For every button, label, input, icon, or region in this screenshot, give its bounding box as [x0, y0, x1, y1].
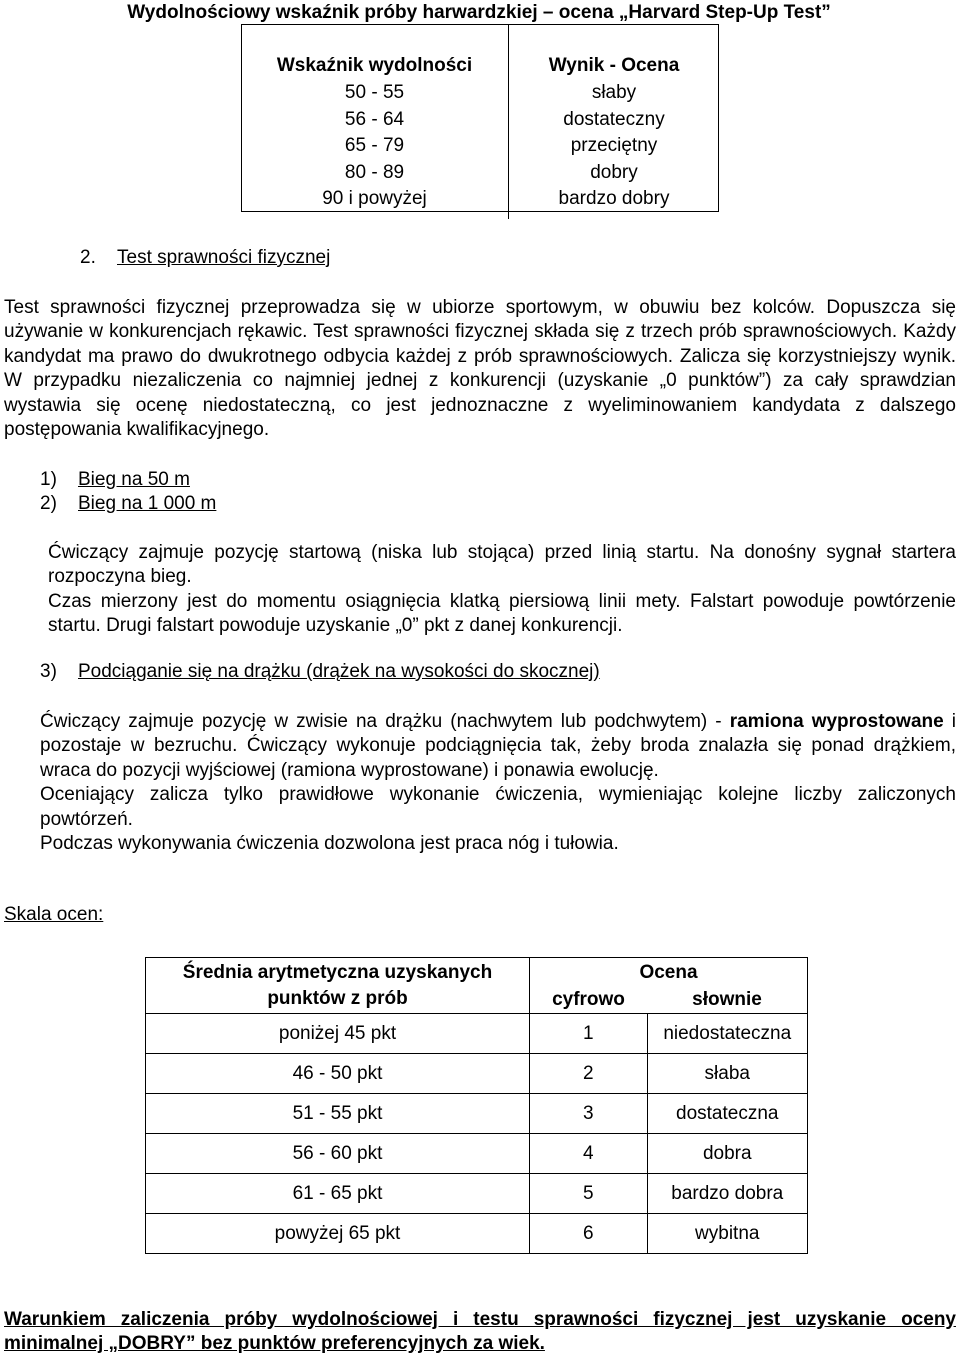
run-text-line: Ćwiczący zajmuje pozycję startową (niska lub stojąca) przed linią startu. Na donośny sygnał startera rozpoczyna bieg. — [48, 542, 956, 588]
table-header-row — [241, 24, 719, 80]
table-cell: słaby — [591, 82, 637, 104]
pullup-paragraph: Podczas wykonywania ćwiczenia dozwolona jest praca nóg i tułowia. — [40, 833, 619, 855]
list-number: 1) — [40, 469, 57, 490]
table-row — [241, 107, 719, 134]
column-header: Średnia arytmetyczna uzyskanych punktów z prób — [146, 958, 530, 1014]
table-cell: 50 - 55 — [241, 80, 509, 107]
table-cell: 90 i powyżej — [241, 186, 509, 219]
list-label: Bieg na 1 000 m — [78, 493, 217, 515]
table-cell: 5 — [530, 1174, 648, 1214]
table-cell: 56 - 64 — [241, 107, 509, 134]
list-item — [40, 492, 216, 516]
table-cell: 61 - 65 pkt — [146, 1174, 530, 1214]
list-label: Bieg na 50 m — [78, 469, 190, 490]
table-cell: 1 — [530, 1014, 648, 1054]
text-span: Ćwiczący zajmuje pozycję w zwisie na drążku (nachwytem lub podchwytem) - — [40, 711, 730, 732]
table-cell: 3 — [530, 1094, 648, 1134]
table-cell: dostateczny — [563, 108, 665, 130]
table-row — [146, 1214, 808, 1254]
table-cell: przeciętny — [570, 135, 658, 157]
table-cell: 46 - 50 pkt — [146, 1054, 530, 1094]
table-row — [146, 1094, 808, 1134]
column-header: Wynik - Ocena — [548, 55, 680, 76]
column-header: słownie — [647, 987, 808, 1014]
table-row — [146, 1014, 808, 1054]
table-row — [241, 133, 719, 160]
footer-requirement: Warunkiem zaliczenia próby wydolnościowej i testu sprawności fizycznej jest uzyskanie oceny minimalnej „DOBRY” bez punktów preferencyjnych za wiek. — [4, 1309, 956, 1355]
table-cell: 2 — [530, 1054, 648, 1094]
section-title: Test sprawności fizycznej — [117, 247, 331, 268]
table-header-row — [146, 958, 808, 988]
section-heading — [80, 247, 330, 269]
table-row — [241, 186, 719, 219]
list-item — [40, 468, 216, 492]
pullup-paragraph — [40, 710, 956, 783]
column-header: Wskaźnik wydolności — [241, 24, 509, 80]
table-cell: bardzo dobra — [647, 1174, 808, 1214]
table-cell: 4 — [530, 1134, 648, 1174]
table-row — [241, 160, 719, 187]
page-title: Wydolnościowy wskaźnik próby harwardzkiej – ocena „Harvard Step-Up Test” — [127, 2, 831, 23]
table-row — [146, 1174, 808, 1214]
table-cell: 56 - 60 pkt — [146, 1134, 530, 1174]
table-cell: bardzo dobry — [558, 188, 670, 210]
text-span: i pozostaje w bezruchu. Ćwiczący wykonuje podciągnięcia tak, żeby broda znalazła się ponad drążkiem, wraca do pozycji wyjściowej (ramiona wyprostowane) i ponawia ewolucję. — [40, 711, 956, 781]
table-cell: 51 - 55 pkt — [146, 1094, 530, 1134]
section-number: 2. — [80, 247, 96, 268]
table-cell: 80 - 89 — [241, 160, 509, 187]
table-cell: powyżej 65 pkt — [146, 1214, 530, 1254]
run-text-line: Czas mierzony jest do momentu osiągnięcia klatką piersiową linii mety. Falstart powoduje powtórzenie startu. Drugi falstart powoduje uzyskanie „0” pkt z danej konkurencji. — [48, 590, 956, 637]
column-header: cyfrowo — [530, 987, 648, 1014]
table-cell: dobry — [590, 161, 638, 183]
table-cell: 65 - 79 — [241, 133, 509, 160]
section-paragraph: Test sprawności fizycznej przeprowadza się w ubiorze sportowym, w obuwiu bez kolców. Dopuszcza się używanie w konkurencjach rękawic. Test sprawności fizycznej składa się z trzech prób sprawnościowych. Każdy kandydat ma prawo do dwukrotnego odbycia każdej z prób sprawnościowych. Zalicza się korzystniejszy wynik. W przypadku niezaliczenia co najmniej jednej z konkurencji (uzyskanie „0 punktów”) za cały sprawdzian wystawia się ocenę niedostateczną, co jest jednoznaczne z wyeliminowaniem kandydata z dalszego postępowania kwalifikacyjnego. — [4, 297, 956, 441]
table-cell: słaba — [647, 1054, 808, 1094]
list-label: Podciąganie się na drążku (drążek na wysokości do skocznej) — [78, 661, 600, 682]
list-number: 2) — [40, 493, 57, 515]
column-header: Ocena — [530, 958, 808, 988]
bold-text: ramiona wyprostowane — [729, 711, 944, 732]
list-item — [40, 661, 600, 683]
table-cell: niedostateczna — [647, 1014, 808, 1054]
list-number: 3) — [40, 661, 57, 682]
run-description — [48, 541, 956, 639]
pullup-description — [40, 710, 956, 856]
scale-label: Skala ocen: — [4, 904, 104, 925]
table-row — [146, 1054, 808, 1094]
table-cell: dostateczna — [647, 1094, 808, 1134]
table-cell: poniżej 45 pkt — [146, 1014, 530, 1054]
score-table — [145, 957, 808, 1254]
table-row — [146, 1134, 808, 1174]
table-row — [241, 80, 719, 107]
harvard-table — [241, 24, 719, 219]
exercise-list — [40, 468, 216, 517]
table-cell: dobra — [647, 1134, 808, 1174]
table-cell: 6 — [530, 1214, 648, 1254]
table-cell: wybitna — [647, 1214, 808, 1254]
pullup-paragraph: Oceniający zalicza tylko prawidłowe wykonanie ćwiczenia, wymieniając kolejne liczby zaliczonych powtórzeń. — [40, 784, 956, 830]
